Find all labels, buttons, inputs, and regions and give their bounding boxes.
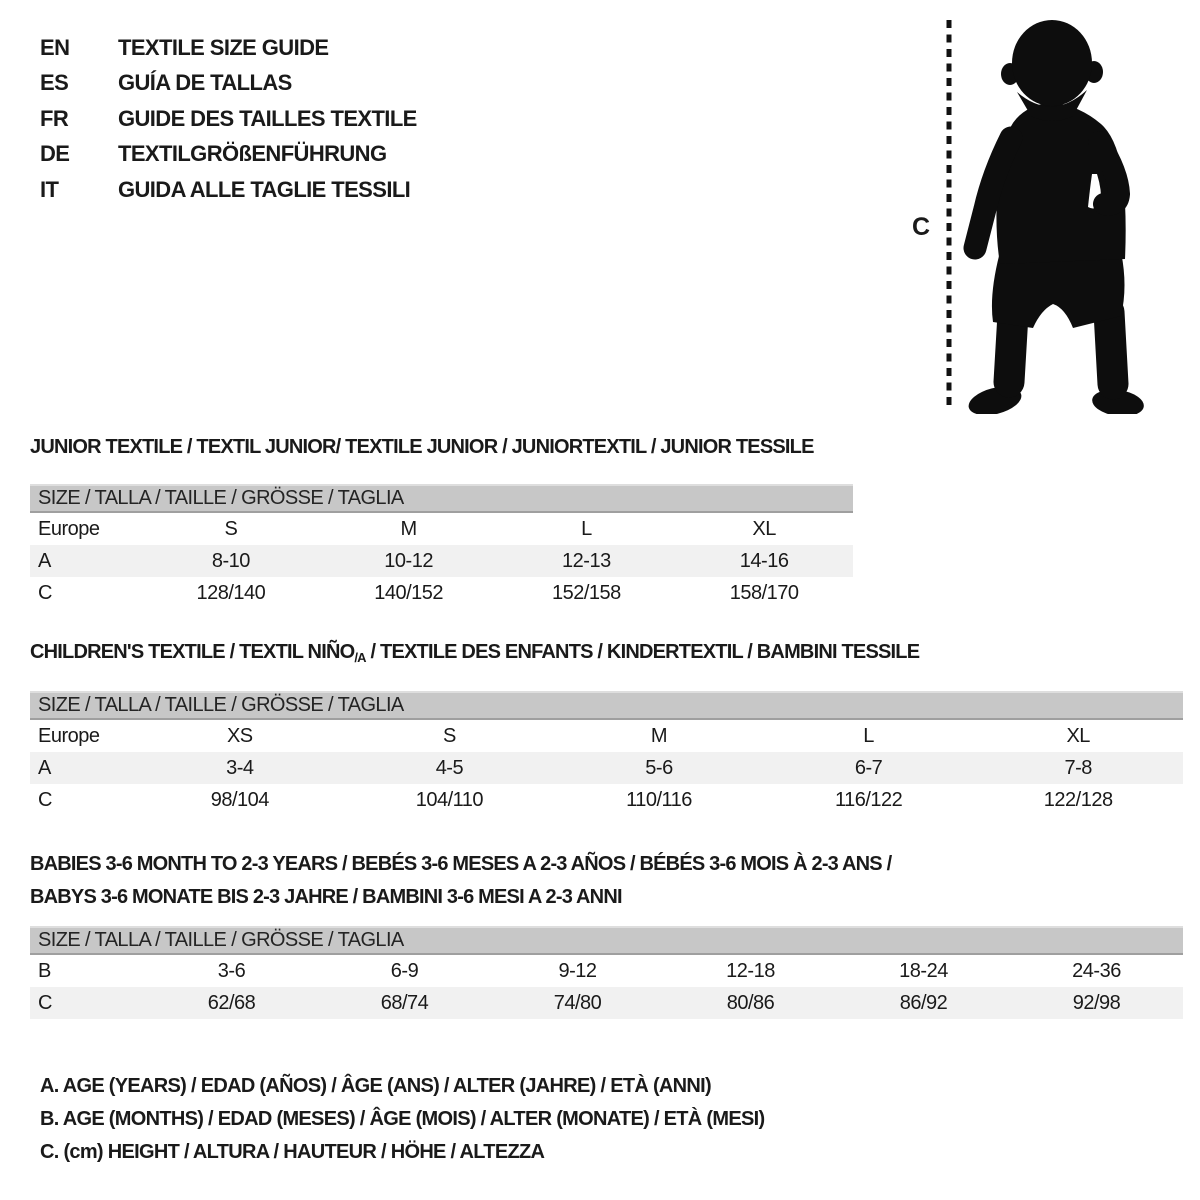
cell: S: [442, 724, 456, 747]
cell: 110/116: [626, 788, 692, 811]
language-row-en: [40, 30, 417, 66]
row-label: Europe: [38, 724, 100, 747]
language-code: DE: [40, 141, 70, 167]
cell: 86/92: [899, 991, 948, 1014]
children-title-pre: CHILDREN'S TEXTILE / TEXTIL NIÑO: [30, 641, 355, 663]
cell: 128/140: [196, 581, 266, 604]
language-code: ES: [40, 70, 69, 96]
toddler-silhouette: [966, 20, 1146, 414]
cell: 158/170: [729, 581, 799, 604]
table-row-months: [30, 955, 1183, 987]
language-code: FR: [40, 105, 69, 131]
cell: 122/128: [1043, 788, 1113, 811]
junior-size-table: [30, 484, 853, 609]
language-code: IT: [40, 176, 59, 202]
row-label: A: [38, 549, 51, 572]
language-row-fr: [40, 101, 417, 137]
babies-section-title: [30, 848, 891, 914]
row-label: C: [38, 991, 52, 1014]
table-row-europe: [30, 513, 853, 545]
cell: 140/152: [374, 581, 444, 604]
legend-line-a: A. AGE (YEARS) / EDAD (AÑOS) / ÂGE (ANS) / ALTER (JAHRE) / ETÀ (ANNI): [40, 1075, 711, 1097]
row-label: C: [38, 788, 52, 811]
cell: 3-4: [226, 756, 254, 779]
size-header: SIZE / TALLA / TAILLE / GRÖSSE / TAGLIA: [30, 926, 1183, 955]
row-label: A: [38, 756, 51, 779]
table-row-age: [30, 545, 853, 577]
guide-title-en: TEXTILE SIZE GUIDE: [118, 34, 329, 60]
guide-title-de: TEXTILGRÖßENFÜHRUNG: [118, 141, 387, 167]
children-section-title: [30, 641, 919, 664]
cell: 152/158: [551, 581, 621, 604]
measurement-legend: [40, 1070, 764, 1169]
cell: 74/80: [553, 991, 602, 1014]
size-header: SIZE / TALLA / TAILLE / GRÖSSE / TAGLIA: [30, 484, 853, 513]
cell: 12-18: [726, 959, 775, 982]
table-row-height: [30, 987, 1183, 1019]
table-row-height: [30, 784, 1183, 816]
babies-size-table: [30, 926, 1183, 1019]
cell: 104/110: [415, 788, 484, 811]
cell: 24-36: [1072, 959, 1121, 982]
guide-title-fr: GUIDE DES TAILLES TEXTILE: [118, 105, 417, 131]
cell: XL: [752, 517, 776, 540]
row-label: C: [38, 581, 52, 604]
table-row-europe: [30, 720, 1183, 752]
cell: 6-9: [390, 959, 419, 982]
children-size-table: [30, 691, 1183, 816]
cell: L: [581, 517, 592, 540]
cell: 18-24: [899, 959, 948, 982]
size-header: SIZE / TALLA / TAILLE / GRÖSSE / TAGLIA: [30, 691, 1183, 720]
babies-title-line1: BABIES 3-6 MONTH TO 2-3 YEARS / BEBÉS 3-6 MESES A 2-3 AÑOS / BÉBÉS 3-6 MOIS À 2-3 ANS /: [30, 853, 892, 875]
cell: 62/68: [207, 991, 256, 1014]
language-title-block: [40, 30, 417, 208]
cell: 12-13: [562, 549, 611, 572]
figure-measure-label-c: C: [912, 213, 930, 241]
cell: XS: [226, 724, 253, 747]
row-label: B: [38, 959, 51, 982]
cell: XL: [1066, 724, 1090, 747]
cell: 5-6: [645, 756, 673, 779]
guide-title-it: GUIDA ALLE TAGLIE TESSILI: [118, 176, 411, 202]
table-row-height: [30, 577, 853, 609]
cell: 7-8: [1064, 756, 1092, 779]
cell: 14-16: [739, 549, 789, 572]
children-title-subscript: /A: [354, 650, 366, 665]
babies-title-line2: BABYS 3-6 MONATE BIS 2-3 JAHRE / BAMBINI 3-6 MESI A 2-3 ANNI: [30, 886, 622, 908]
cell: 4-5: [435, 756, 464, 779]
language-row-it: [40, 172, 417, 208]
toddler-silhouette-figure: [905, 14, 1150, 414]
table-row-age: [30, 752, 1183, 784]
cell: 116/122: [834, 788, 903, 811]
cell: M: [400, 517, 417, 540]
cell: 6-7: [854, 756, 883, 779]
cell: 10-12: [384, 549, 433, 572]
cell: 98/104: [210, 788, 269, 811]
legend-line-b: B. AGE (MONTHS) / EDAD (MESES) / ÂGE (MOIS) / ALTER (MONATE) / ETÀ (MESI): [40, 1108, 765, 1130]
language-row-de: [40, 137, 417, 173]
cell: 8-10: [211, 549, 250, 572]
cell: M: [650, 724, 668, 747]
children-title-post: / TEXTILE DES ENFANTS / KINDERTEXTIL / BAMBINI TESSILE: [365, 641, 920, 663]
language-code: EN: [40, 34, 70, 60]
legend-line-c: C. (cm) HEIGHT / ALTURA / HAUTEUR / HÖHE / ALTEZZA: [40, 1141, 545, 1163]
row-label: Europe: [38, 517, 100, 540]
cell: 80/86: [726, 991, 775, 1014]
cell: 68/74: [380, 991, 429, 1014]
cell: L: [863, 724, 874, 747]
cell: S: [224, 517, 238, 540]
cell: 9-12: [558, 959, 597, 982]
cell: 3-6: [217, 959, 246, 982]
guide-title-es: GUÍA DE TALLAS: [118, 70, 292, 96]
junior-section-title: JUNIOR TEXTILE / TEXTIL JUNIOR/ TEXTILE JUNIOR / JUNIORTEXTIL / JUNIOR TESSILE: [30, 436, 814, 458]
language-row-es: [40, 66, 417, 102]
cell: 92/98: [1072, 991, 1121, 1014]
